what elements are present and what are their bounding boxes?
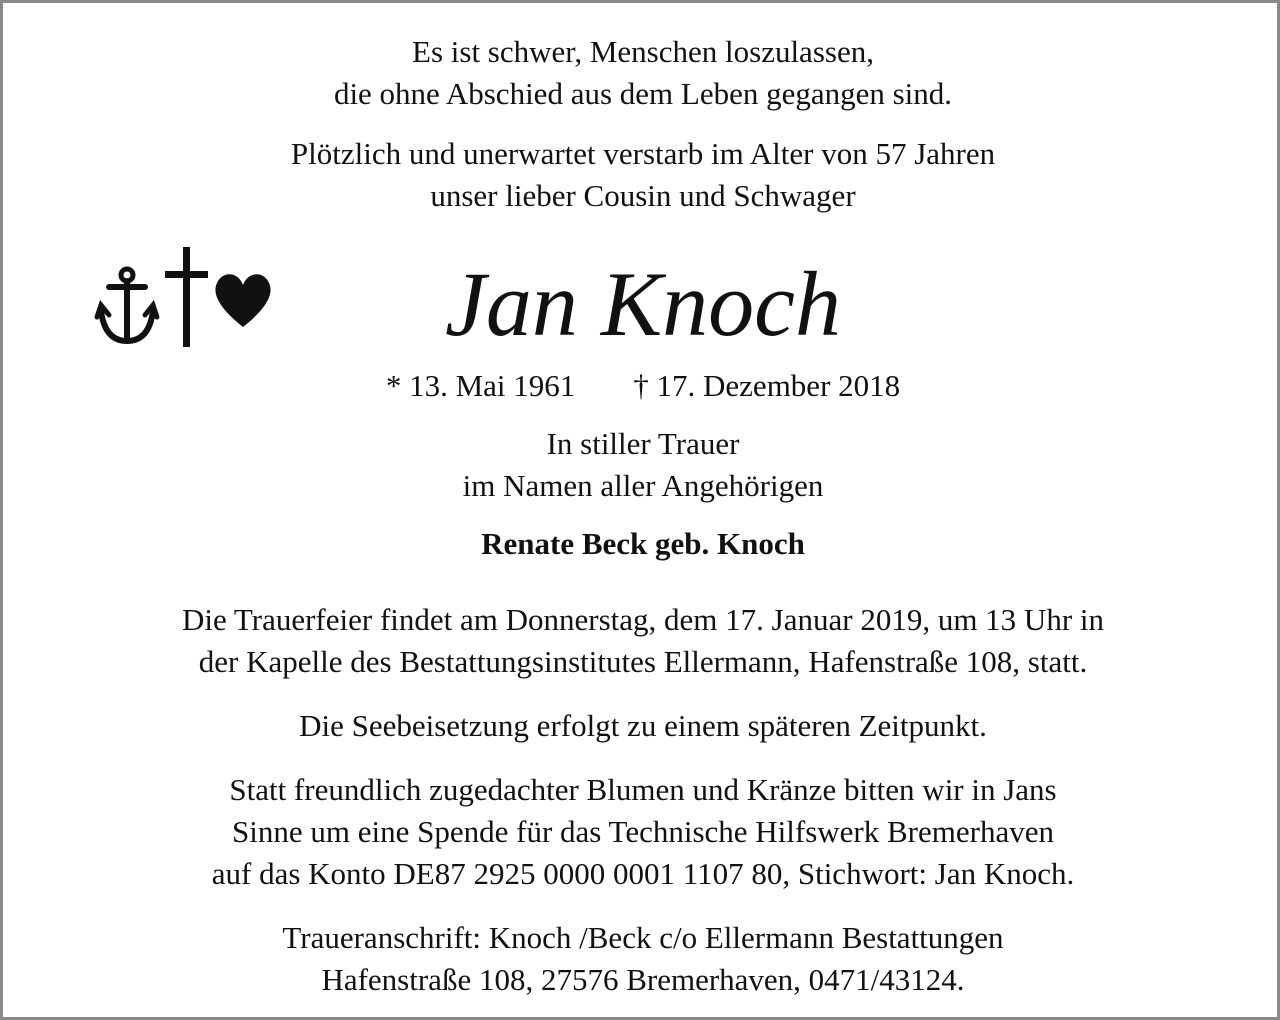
burial-line: Die Seebeisetzung erfolgt zu einem späteren Zeitpunkt. [299,708,987,743]
verse-line-1: Es ist schwer, Menschen loszulassen, [412,34,874,69]
intro-line-2: unser lieber Cousin und Schwager [430,178,856,213]
mourning-line-2: im Namen aller Angehörigen [462,468,824,503]
life-dates [3,365,1280,407]
birth-date: * 13. Mai 1961 [385,368,576,403]
donation-line-2: Sinne um eine Spende für das Technische Hilfswerk Bremerhaven [232,814,1054,849]
ceremony-line-1: Die Trauerfeier findet am Donnerstag, dem 17. Januar 2019, um 13 Uhr in [181,602,1105,637]
death-date: † 17. Dezember 2018 [633,368,901,403]
address-line-2: Hafenstraße 108, 27576 Bremerhaven, 0471/43124. [321,962,965,997]
ceremony-line-2: der Kapelle des Bestattungsinstitutes Ellermann, Hafenstraße 108, statt. [198,644,1088,679]
mourning-line-1: In stiller Trauer [546,426,740,461]
signatory-name: Renate Beck geb. Knoch [481,526,805,561]
address-line-1: Traueranschrift: Knoch /Beck c/o Ellermann Bestattungen [282,920,1004,955]
verse-line-2: die ohne Abschied aus dem Leben gegangen sind. [333,76,953,111]
donation-line-3: auf das Konto DE87 2925 0000 0001 1107 80, Stichwort: Jan Knoch. [211,856,1075,891]
donation-line-1: Statt freundlich zugedachter Blumen und Kränze bitten wir in Jans [229,772,1057,807]
intro-line-1: Plötzlich und unerwartet verstarb im Alter von 57 Jahren [290,136,996,171]
deceased-name: Jan Knoch [444,253,842,355]
